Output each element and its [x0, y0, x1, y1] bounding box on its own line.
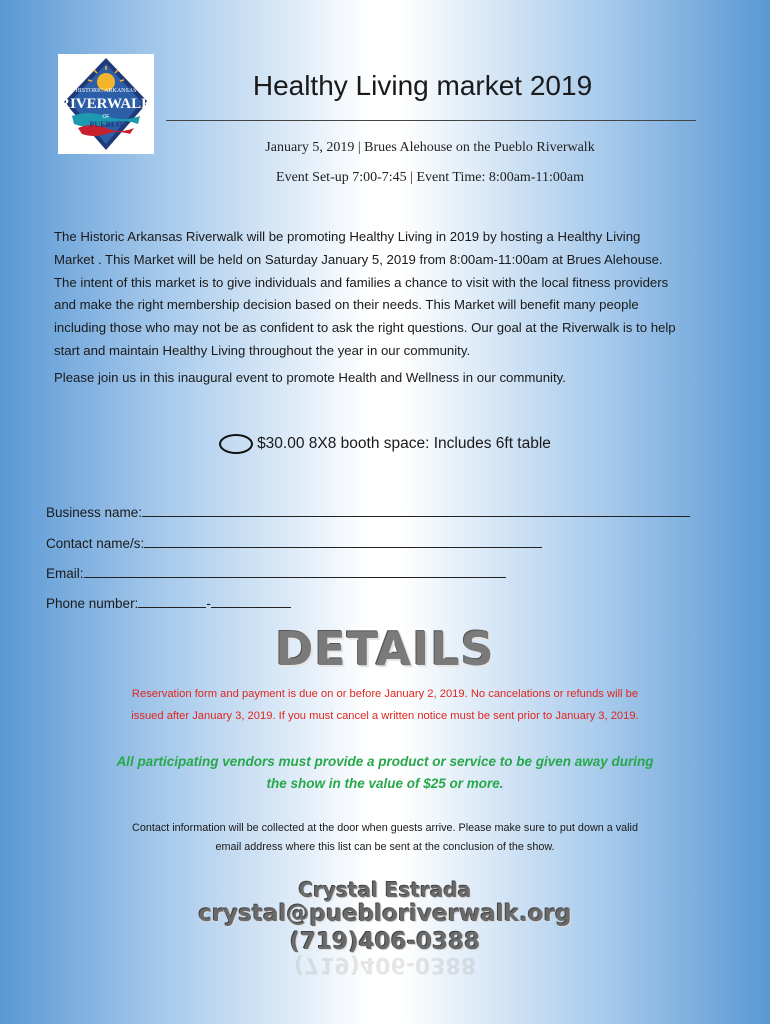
intro-line: start and maintain Healthy Living throughout the year in our community. — [54, 342, 471, 358]
reflection-phone: (719)406-0388 — [293, 952, 477, 977]
email-line[interactable] — [84, 566, 506, 578]
booth-option[interactable] — [0, 434, 770, 454]
logo-text-top: HISTORIC ARKANSAS — [75, 88, 137, 94]
business-name-label: Business name: — [46, 505, 143, 520]
contact-phone[interactable]: (719)406-0388 — [289, 929, 481, 955]
phone-line-number[interactable] — [211, 596, 291, 608]
reservation-notice — [0, 683, 770, 727]
details-heading-text: DETAILS — [275, 622, 495, 676]
page-title: Healthy Living market 2019 — [252, 70, 593, 101]
intro-line: The Historic Arkansas Riverwalk will be promoting Healthy Living in 2019 by hosting a Healthy Living — [54, 229, 641, 244]
vendor-line: the show in the value of $25 or more. — [266, 776, 504, 791]
intro-paragraph — [54, 226, 719, 363]
email-label: Email: — [46, 566, 84, 581]
details-heading — [0, 622, 770, 676]
riverwalk-logo — [58, 54, 154, 154]
intro-line: Market . This Market will be held on Saturday January 5, 2019 from 8:00am-11:00am at Brues Alehouse. — [54, 251, 663, 267]
logo-text-of: OF — [102, 114, 110, 120]
signature-reflection — [0, 952, 770, 977]
contact-note-line: email address where this list can be sent at the conclusion of the show. — [215, 841, 555, 853]
booth-option-label: $30.00 8X8 booth space: Includes 6ft table — [257, 435, 551, 453]
phone-separator: - — [206, 596, 211, 611]
contact-info-note — [0, 819, 770, 857]
contact-name-line[interactable] — [144, 536, 542, 548]
intro-line: including those who may not be as confident to ask the right questions. Our goal at the Riverwalk is to help — [54, 320, 676, 336]
phone-label: Phone number: — [46, 596, 139, 611]
phone-line-area[interactable] — [138, 596, 206, 608]
business-name-line[interactable] — [142, 505, 690, 517]
title-divider — [166, 120, 696, 121]
reservation-line: Reservation form and payment is due on or before January 2, 2019. No cancelations or refunds will be — [131, 688, 639, 700]
business-name-field[interactable] — [46, 505, 690, 520]
phone-field[interactable] — [46, 596, 291, 611]
email-field[interactable] — [46, 566, 506, 581]
event-times: Event Set-up 7:00-7:45 | Event Time: 8:00am-11:00am — [276, 170, 584, 185]
reservation-line: issued after January 3, 2019. If you must cancel a written notice must be sent prior to January 3, 2019. — [131, 710, 639, 722]
vendor-line: All participating vendors must provide a product or service to be given away during — [116, 754, 654, 769]
vendor-requirement — [0, 751, 770, 795]
booth-select-oval[interactable] — [219, 434, 253, 454]
logo-text-city: PUEBLO — [89, 120, 123, 129]
event-date-location: January 5, 2019 | Brues Alehouse on the Pueblo Riverwalk — [265, 140, 595, 155]
contact-name-label: Contact name/s: — [46, 536, 145, 551]
logo-text-main: RIVERWALK — [59, 96, 153, 112]
contact-person-name: Crystal Estrada — [298, 878, 472, 902]
join-invitation: Please join us in this inaugural event to promote Health and Wellness in our community. — [54, 370, 566, 385]
contact-email[interactable]: crystal@puebloriverwalk.org — [198, 901, 572, 927]
contact-name-field[interactable] — [46, 536, 542, 551]
contact-note-line: Contact information will be collected at the door when guests arrive. Please make sure to put down a valid — [132, 822, 638, 834]
intro-line: The intent of this market is to give individuals and families a chance to visit with the local fitness providers — [54, 274, 669, 290]
intro-line: and make the right membership decision based on their needs. This Market will benefit many people — [54, 297, 639, 313]
